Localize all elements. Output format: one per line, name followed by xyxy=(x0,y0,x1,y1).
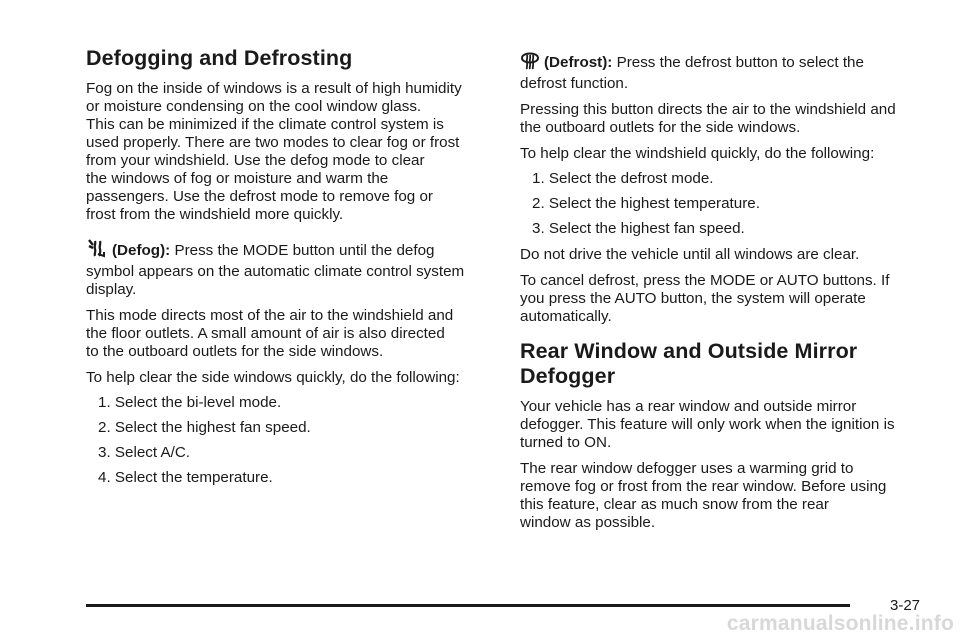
defrost-label: (Defrost): xyxy=(544,54,613,71)
list-item: 1. Select the defrost mode. xyxy=(532,170,714,187)
defog-icon xyxy=(86,238,108,263)
intro-paragraph: Fog on the inside of windows is a result of high humidity or moisture condensing on the cool window glass. This can be minimized if the climate control system is used properly. There are two modes to clear fog or frost from your windshield. Use the defog mode to clear the windows of fog or moisture and warm the passengers. Use the defrost mode to remove fog or frost from the windshield more quickly. xyxy=(86,80,462,223)
section-heading-defogging: Defogging and Defrosting xyxy=(86,46,353,70)
left-column xyxy=(86,44,498,487)
rear-window-paragraph: Your vehicle has a rear window and outside mirror defogger. This feature will only work when the ignition is turned to ON. xyxy=(520,398,895,451)
windshield-steps-intro: To help clear the windshield quickly, do the following: xyxy=(520,145,875,162)
cancel-paragraph: To cancel defrost, press the MODE or AUTO buttons. If you press the AUTO button, the system will operate automatically. xyxy=(520,272,890,325)
pressing-paragraph: Pressing this button directs the air to the windshield and the outboard outlets for the side windows. xyxy=(520,101,896,136)
mode-paragraph: This mode directs most of the air to the windshield and the floor outlets. A small amount of air is also directed to the outboard outlets for the side windows. xyxy=(86,307,454,360)
defrost-icon xyxy=(520,50,540,75)
defrost-paragraph: (Defrost): Press the defrost button to select the defrost function. xyxy=(520,50,930,93)
list-item: 4. Select the temperature. xyxy=(98,469,273,486)
footer-rule xyxy=(86,604,850,607)
defog-paragraph: (Defog): Press the MODE button until the defog symbol appears on the automatic climate control system display. xyxy=(86,238,498,299)
list-item: 3. Select A/C. xyxy=(98,444,191,461)
watermark: carmanualsonline.info xyxy=(726,612,954,635)
list-item: 2. Select the highest temperature. xyxy=(532,195,760,212)
defog-label: (Defog): xyxy=(112,242,171,259)
side-windows-steps-intro: To help clear the side windows quickly, do the following: xyxy=(86,369,460,386)
right-column xyxy=(520,50,930,532)
warming-grid-paragraph: The rear window defogger uses a warming grid to remove fog or frost from the rear window. Before using this feature, clear as much snow from the rear window as possible. xyxy=(520,460,887,531)
list-item: 3. Select the highest fan speed. xyxy=(532,220,745,237)
list-item: 2. Select the highest fan speed. xyxy=(98,419,311,436)
section-heading-rear-window: Rear Window and Outside Mirror Defogger xyxy=(520,339,858,388)
list-item: 1. Select the bi-level mode. xyxy=(98,394,282,411)
page-number: 3-27 xyxy=(890,597,921,614)
drive-paragraph: Do not drive the vehicle until all windows are clear. xyxy=(520,246,860,263)
